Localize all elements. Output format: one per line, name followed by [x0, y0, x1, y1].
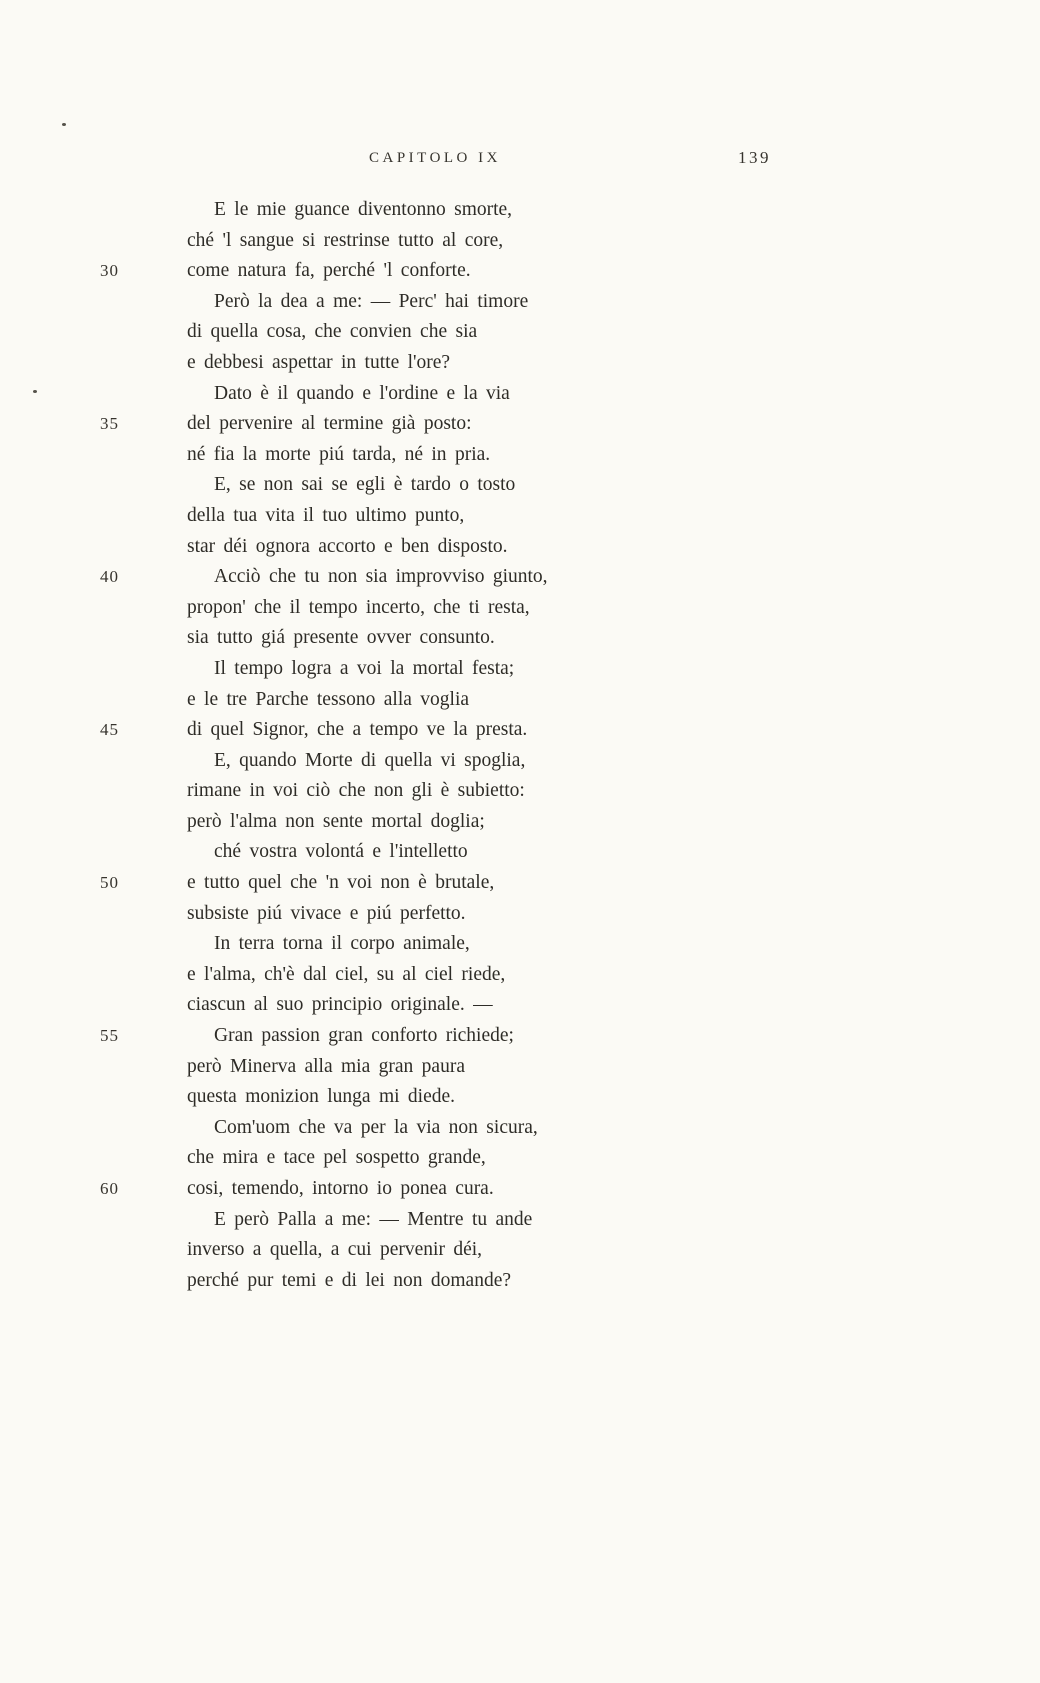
poem-line [0, 1025, 1040, 1056]
verse-text: ché vostra volontá e l'intelletto [214, 841, 468, 863]
verse-text: della tua vita il tuo ultimo punto, [187, 504, 465, 526]
verse-text: come natura fa, perché 'l conforte. [187, 260, 471, 282]
poem-line [0, 811, 1040, 842]
verse-text: In terra torna il corpo animale, [214, 933, 470, 955]
poem-line [0, 658, 1040, 689]
poem-line [0, 474, 1040, 505]
poem-line [0, 841, 1040, 872]
poem-line [0, 1270, 1040, 1301]
poem-line [0, 291, 1040, 322]
verse-text: E, quando Morte di quella vi spoglia, [214, 749, 526, 771]
running-header [0, 148, 1040, 172]
poem-line [0, 1117, 1040, 1148]
verse-text: però l'alma non sente mortal doglia; [187, 810, 485, 832]
line-number: 50 [100, 873, 119, 893]
poem-line [0, 352, 1040, 383]
poem-line [0, 780, 1040, 811]
verse-text: Gran passion gran conforto richiede; [214, 1025, 514, 1047]
poem-line [0, 750, 1040, 781]
chapter-heading: CAPITOLO IX [369, 150, 501, 166]
poem-line [0, 230, 1040, 261]
verse-text: Acciò che tu non sia improvviso giunto, [214, 566, 548, 588]
poem-line [0, 1147, 1040, 1178]
verse-text: sia tutto giá presente ovver consunto. [187, 627, 495, 649]
poem-line [0, 872, 1040, 903]
verse-text: perché pur temi e di lei non domande? [187, 1269, 512, 1291]
verse-text: Il tempo logra a voi la mortal festa; [214, 657, 515, 679]
poem-line [0, 719, 1040, 750]
line-number: 60 [100, 1179, 119, 1198]
verse-text: del pervenire al termine già posto: [187, 413, 472, 435]
poem-line [0, 260, 1040, 291]
poem-line [0, 383, 1040, 414]
verse-text: però Minerva alla mia gran paura [187, 1055, 465, 1077]
verse-text: E però Palla a me: — Mentre tu ande [214, 1208, 533, 1230]
verse-text: cosi, temendo, intorno io ponea cura. [187, 1178, 494, 1199]
poem-line [0, 413, 1040, 444]
verse-text: propon' che il tempo incerto, che ti resta, [187, 596, 530, 618]
verse-text: e l'alma, ch'è dal ciel, su al ciel riede, [187, 963, 506, 985]
poem-line [0, 505, 1040, 536]
verse-text: ciascun al suo principio originale. — [187, 994, 493, 1016]
poem-line [0, 933, 1040, 964]
verse-text: inverso a quella, a cui pervenir déi, [187, 1239, 483, 1261]
poem-line [0, 1086, 1040, 1117]
verse-text: e tutto quel che 'n voi non è brutale, [187, 872, 495, 894]
line-number: 35 [100, 414, 119, 434]
poem-line [0, 321, 1040, 352]
poem-line [0, 444, 1040, 475]
verse-text: subsiste piú vivace e piú perfetto. [187, 902, 466, 924]
line-number: 45 [100, 720, 119, 740]
line-number: 40 [100, 567, 119, 587]
verse-text: E, se non sai se egli è tardo o tosto [214, 474, 516, 496]
verse-text: rimane in voi ciò che non gli è subietto: [187, 780, 525, 802]
verse-text: Però la dea a me: — Perc' hai timore [214, 290, 529, 312]
verse-text: questa monizion lunga mi diede. [187, 1086, 456, 1108]
scan-mark [62, 123, 66, 126]
line-number: 55 [100, 1026, 119, 1046]
poem-line [0, 1209, 1040, 1240]
line-number: 30 [100, 261, 119, 281]
verse-text: di quella cosa, che convien che sia [187, 321, 478, 343]
verse-text: di quel Signor, che a tempo ve la presta. [187, 719, 528, 741]
verse-text: Com'uom che va per la via non sicura, [214, 1116, 538, 1138]
verse-text: che mira e tace pel sospetto grande, [187, 1147, 486, 1169]
poem-line [0, 1178, 1040, 1209]
verse-text: e debbesi aspettar in tutte l'ore? [187, 351, 451, 373]
poem-text-block [0, 199, 1040, 1300]
verse-text: e le tre Parche tessono alla voglia [187, 688, 470, 710]
poem-line [0, 903, 1040, 934]
verse-text: né fia la morte piú tarda, né in pria. [187, 443, 491, 465]
verse-text: Dato è il quando e l'ordine e la via [214, 382, 510, 404]
verse-text: star déi ognora accorto e ben disposto. [187, 535, 508, 557]
verse-text: E le mie guance diventonno smorte, [214, 199, 513, 220]
poem-line [0, 1239, 1040, 1270]
verse-text: ché 'l sangue si restrinse tutto al core, [187, 229, 504, 251]
poem-line [0, 627, 1040, 658]
poem-line [0, 689, 1040, 720]
poem-line [0, 597, 1040, 628]
poem-line [0, 566, 1040, 597]
poem-line [0, 964, 1040, 995]
poem-line [0, 994, 1040, 1025]
poem-line [0, 1056, 1040, 1087]
page-number: 139 [738, 148, 771, 167]
poem-line [0, 199, 1040, 230]
poem-line [0, 536, 1040, 567]
